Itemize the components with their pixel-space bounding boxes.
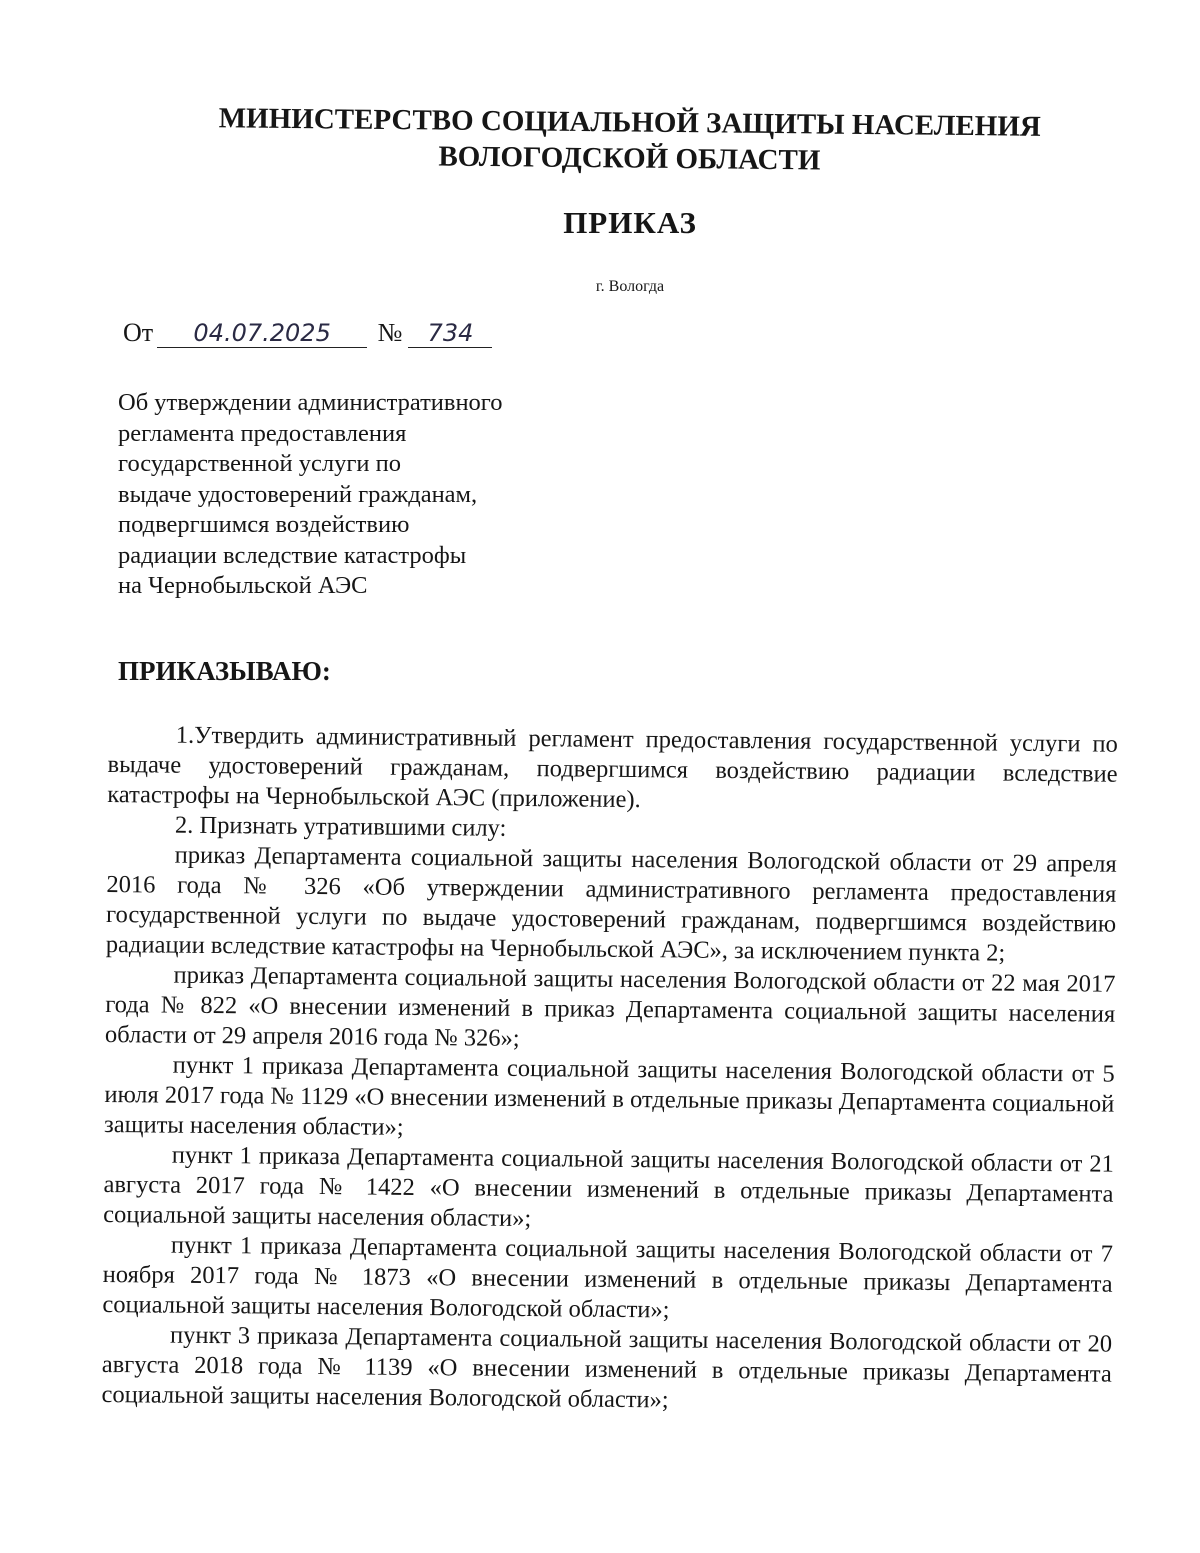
order-title: ПРИКАЗ <box>563 205 697 240</box>
city-label: г. Вологда <box>595 278 665 295</box>
body-paragraph-6: пункт 1 приказа Департамента социальной защиты населения Вологодской области от 21 августа 2017 года № 1422 «О внесении изменений в отдельные приказы Департамента социальной защиты населения области»; <box>103 1141 1114 1233</box>
order-subject <box>118 388 588 602</box>
order-body <box>101 720 1118 1420</box>
ministry-line-2: ВОЛОГОДСКОЙ ОБЛАСТИ <box>438 140 821 177</box>
subject-line: выдаче удостоверений гражданам, <box>118 480 478 508</box>
ministry-line-1: МИНИСТЕРСТВО СОЦИАЛЬНОЙ ЗАЩИТЫ НАСЕЛЕНИЯ <box>218 102 1041 143</box>
date-label: От <box>123 318 154 347</box>
subject-line: на Чернобыльской АЭС <box>118 572 368 599</box>
handwritten-number: 734 <box>408 319 492 348</box>
order-directive-heading: ПРИКАЗЫВАЮ: <box>118 656 331 686</box>
subject-line: подвергшимся воздействию <box>118 511 410 538</box>
subject-line: радиации вследствие катастрофы <box>118 541 467 569</box>
body-paragraph-5: пункт 1 приказа Департамента социальной защиты населения Вологодской области от 5 июля 2017 года № 1129 «О внесении изменений в отдельные приказы Департамента социальной защиты населения области»; <box>103 1051 1115 1141</box>
body-paragraph-8: пункт 3 приказа Департамента социальной защиты населения Вологодской области от 20 августа 2018 года № 1139 «О внесении изменений в отдельные приказы Департамента социальной защиты населения Вологодской области»; <box>101 1321 1113 1414</box>
ministry-heading <box>199 100 1060 181</box>
body-paragraph-2: 2. Признать утратившими силу: <box>174 811 507 842</box>
order-date-line <box>123 318 492 348</box>
subject-line: регламента предоставления <box>118 419 407 447</box>
body-paragraph-3: приказ Департамента социальной защиты населения Вологодской области от 29 апреля 2016 года № 326 «Об утверждении административного регламента предоставления государственной услуги по выдаче удостоверений гражданам, подвергшимся воздействию радиации вследствие катастрофы на Чернобыльской АЭС», за исключением пункта 2; <box>105 841 1117 967</box>
body-paragraph-7: пункт 1 приказа Департамента социальной защиты населения Вологодской области от 7 ноября 2017 года № 1873 «О внесении изменений в отдельные приказы Департамента социальной защиты населения Вологодской области»; <box>102 1231 1114 1324</box>
body-paragraph-1: 1.Утвердить административный регламент предоставления государственной услуги по выдаче удостоверений гражданам, подвергшимся воздействию радиации вследствие катастрофы на Чернобыльской АЭС (приложение). <box>107 721 1118 814</box>
subject-line: Об утверждении административного <box>118 389 503 416</box>
handwritten-date: 04.07.2025 <box>157 319 367 348</box>
number-label: № <box>377 318 403 347</box>
subject-line: государственной услуги по <box>118 450 401 477</box>
body-paragraph-4: приказ Департамента социальной защиты населения Вологодской области от 22 мая 2017 года № 822 «О внесении изменений в приказ Департамента социальной защиты населения области от 29 апреля 2016 года № 326»; <box>104 961 1116 1052</box>
